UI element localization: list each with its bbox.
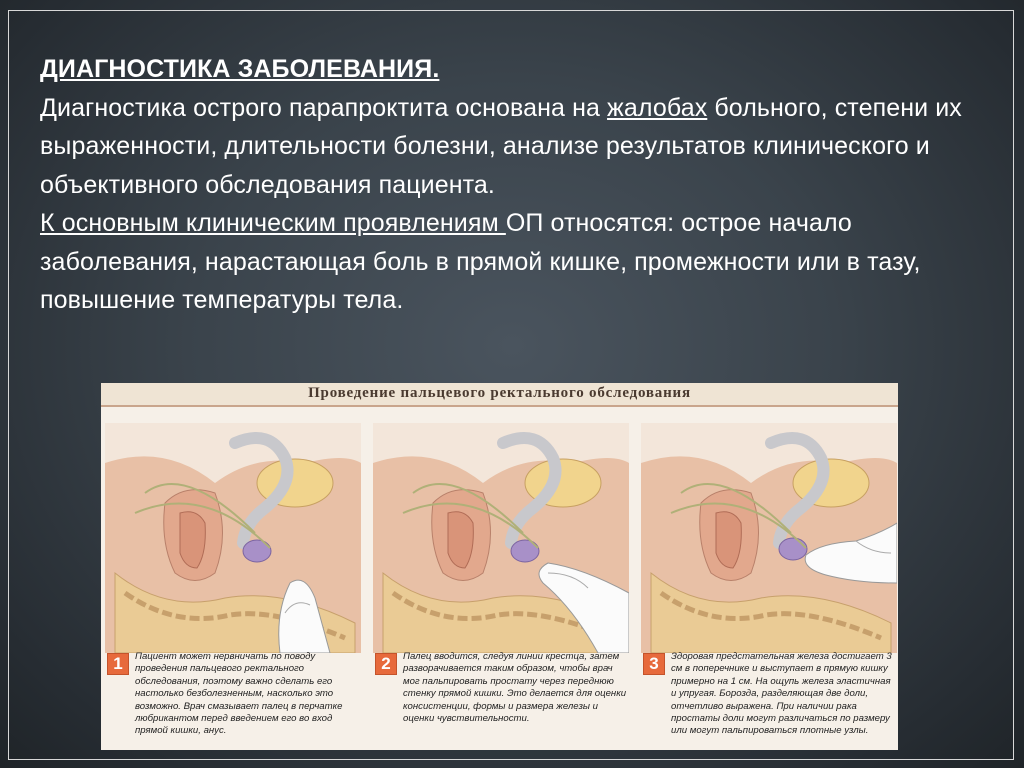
panel-1-caption: [105, 651, 361, 743]
panel-1-illustration: [105, 423, 361, 653]
figure-title: Проведение пальцевого ректального обследования: [308, 385, 691, 401]
caption-text-1: Пациент может нервничать по поводу проведения пальцевого ректального обследования, поэтому важно сделать его настолько безболезненным, насколько это возможно. Врач смазывает палец в перчатке любрикантом перед введением его во вход прямой кишки, анус.: [135, 651, 343, 737]
paragraph-1-end: больного, степени их выраженности, длительности болезни, анализе результатов клинического и объективного обследования пациента.: [40, 93, 962, 199]
rectal-exam-figure: [101, 383, 898, 750]
figure-header: [101, 383, 898, 407]
panel-2-caption: [373, 651, 629, 743]
step-number-1: 1: [107, 653, 129, 675]
step-number-3: 3: [643, 653, 665, 675]
anatomy-illustration-3: [641, 423, 897, 653]
panel-2-illustration: [373, 423, 629, 653]
paragraph-2: [40, 209, 921, 314]
panel-3-illustration: [641, 423, 897, 653]
paragraph-1-start: Диагностика острого парапроктита основана на: [40, 93, 608, 122]
complaints-link[interactable]: жалобах: [607, 93, 708, 122]
step-number-2: 2: [375, 653, 397, 675]
paragraph-2-end: ОП относятся: острое начало заболевания, нарастающая боль в прямой кишке, промежности или в тазу, повышение температуры тела.: [40, 209, 921, 314]
paragraph-1: [40, 94, 962, 199]
anatomy-illustration-1: [105, 423, 361, 653]
panel-3-caption: [641, 651, 897, 743]
slide-title: ДИАГНОСТИКА ЗАБОЛЕВАНИЯ.: [40, 55, 440, 83]
anatomy-illustration-2: [373, 423, 629, 653]
caption-text-2: Палец вводится, следуя линии крестца, затем разворачивается таким образом, чтобы врач мог пальпировать простату через переднюю стенку прямой кишки. Это делается для оценки консистенции, формы и размера железы и оценки чувствительности.: [403, 651, 627, 725]
clinical-manifestations-link[interactable]: К основным клиническим проявлениям: [40, 209, 506, 237]
slide-text: [40, 50, 980, 320]
caption-text-3: Здоровая предстательная железа достигает 3 см в поперечнике и выступает в прямую кишку примерно на 1 см. На ощупь железа эластичная и упругая. Борозда, разделяющая две доли, отчетливо выражена. При наличии рака простаты доли могут различаться по размеру или могут пальпироваться плотные узлы.: [671, 651, 892, 737]
